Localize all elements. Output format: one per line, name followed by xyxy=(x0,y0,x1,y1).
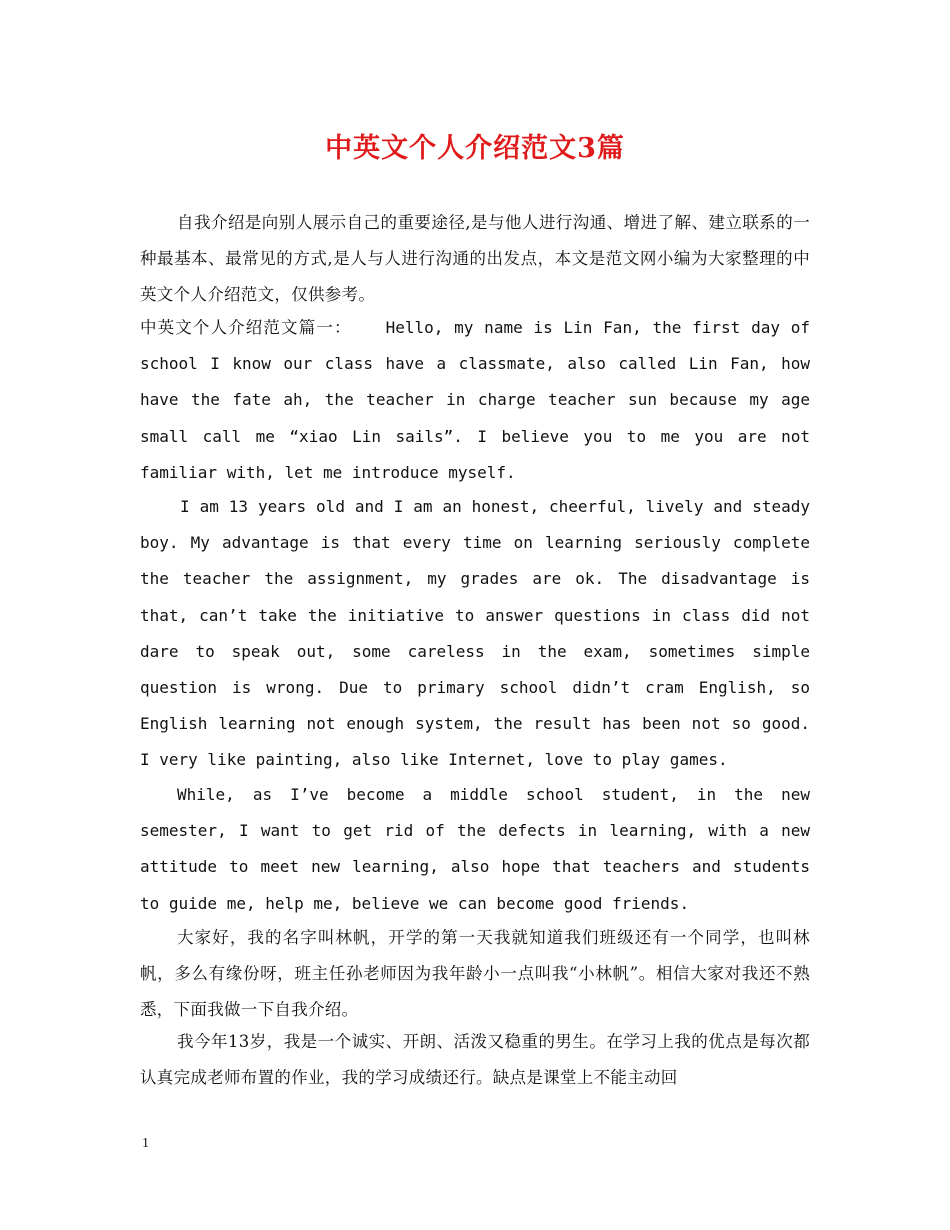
chinese-paragraph-2: 我今年13岁，我是一个诚实、开朗、活泼又稳重的男生。在学习上我的优点是每次都认真完成老师布置的作业，我的学习成绩还行。缺点是课堂上不能主动回 xyxy=(140,1032,810,1087)
english-paragraph-3: While, as I’ve become a middle school student, in the new semester, I want to get rid of the defects in learning, with a new attitude to meet new learning, also hope that teachers and students to guide me, help me, believe we can become good friends. xyxy=(140,785,810,913)
section-label: 中英文个人介绍范文篇一： xyxy=(140,318,352,337)
page-number: 1 xyxy=(142,1136,149,1151)
english-paragraph-1-text: Hello, my name is Lin Fan, the first day of school I know our class have a classmate, also called Lin Fan, how have the fate ah, the teacher in charge teacher sun because my age small call me “xiao Lin sails”. I believe you to me you are not familiar with, let me introduce myself. xyxy=(140,318,810,482)
chinese-paragraph-1: 大家好，我的名字叫林帆，开学的第一天我就知道我们班级还有一个同学，也叫林帆，多么有缘份呀，班主任孙老师因为我年龄小一点叫我“小林帆”。相信大家对我还不熟悉，下面我做一下自我介绍。 xyxy=(140,928,810,1019)
english-paragraph-1 xyxy=(140,310,810,491)
english-paragraph-2: I am 13 years old and I am an honest, cheerful, lively and steady boy. My advantage is that every time on learning seriously complete the teacher the assignment, my grades are ok. The disadvantage is that, can’t take the initiative to answer questions in class did not dare to speak out, some careless in the exam, sometimes simple question is wrong. Due to primary school didn’t cram English, so English learning not enough system, the result has been not so good. I very like painting, also like Internet, love to play games. xyxy=(140,497,810,770)
document-title: 中英文个人介绍范文3篇 xyxy=(325,133,625,164)
intro-paragraph: 自我介绍是向别人展示自己的重要途径,是与他人进行沟通、增进了解、建立联系的一种最基本、最常见的方式,是人与人进行沟通的出发点，本文是范文网小编为大家整理的中英文个人介绍范文，仅供参考。 xyxy=(140,213,810,304)
